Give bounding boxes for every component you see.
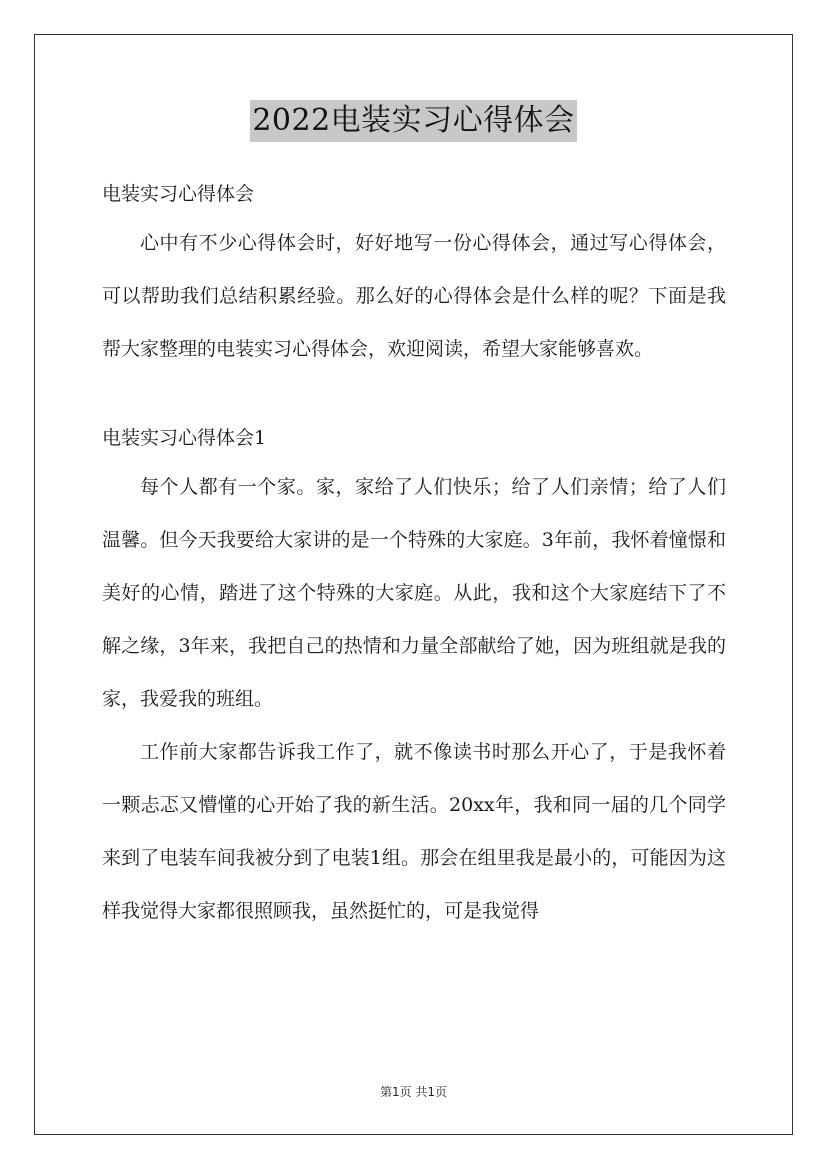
intro-paragraph: 心中有不少心得体会时，好好地写一份心得体会，通过写心得体会，可以帮助我们总结积累经验。那么好的心得体会是什么样的呢？下面是我帮大家整理的电装实习心得体会，欢迎阅读，希望大家能够喜欢。 [102, 232, 726, 360]
intro-heading: 电装实习心得体会 [102, 183, 255, 205]
section-gap [102, 376, 726, 417]
section1-paragraph-1: 每个人都有一个家。家，家给了人们快乐；给了人们亲情；给了人们温馨。但今天我要给大家讲的是一个特殊的大家庭。3年前，我怀着憧憬和美好的心情，踏进了这个特殊的大家庭。从此，我和这个大家庭结下了不解之缘，3年来，我把自己的热情和力量全部献给了她，因为班组就是我的家，我爱我的班组。 [102, 476, 726, 710]
title-container [0, 100, 827, 142]
section1-heading: 电装实习心得体会1 [102, 427, 267, 449]
document-body [102, 173, 726, 938]
document-title: 2022电装实习心得体会 [250, 100, 576, 142]
page-footer: 第1页 共1页 [379, 1085, 448, 1099]
section1-paragraph-2: 工作前大家都告诉我工作了，就不像读书时那么开心了，于是我怀着一颗忐忑又懵懂的心开始了我的新生活。20xx年，我和同一届的几个同学来到了电装车间我被分到了电装1组。那会在组里我是最小的，可能因为这样我觉得大家都很照顾我，虽然挺忙的，可是我觉得 [102, 741, 726, 922]
